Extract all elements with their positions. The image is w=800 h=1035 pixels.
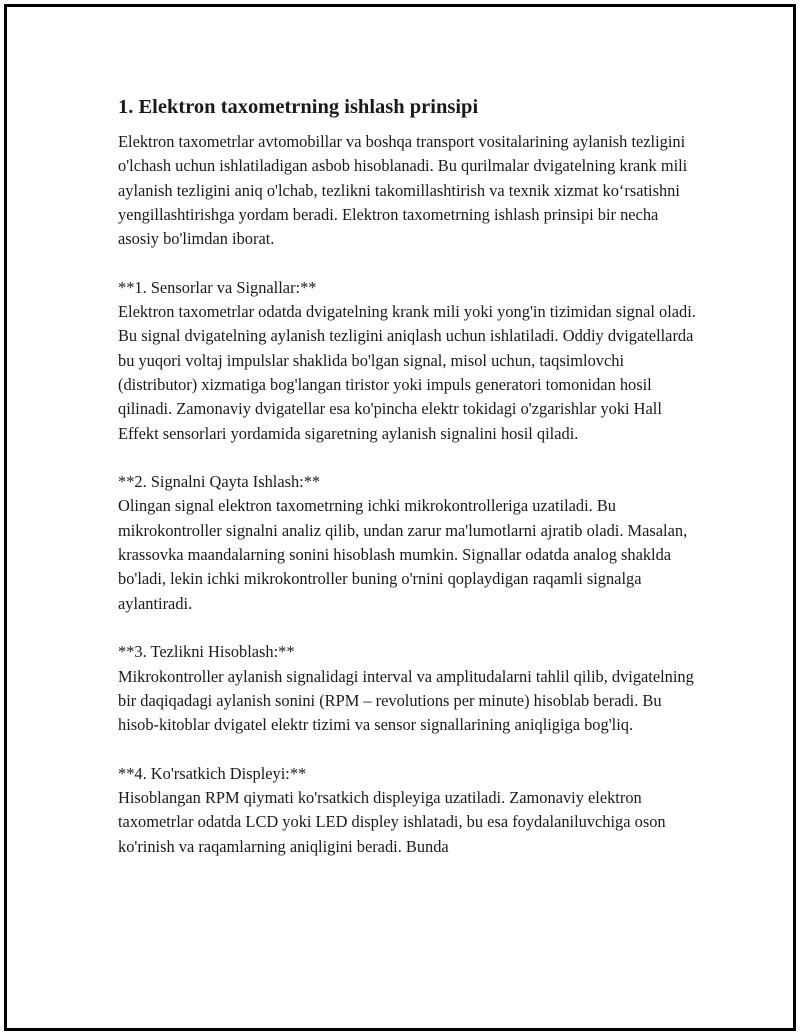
section-speed-calculation [118, 640, 698, 737]
section-body: Hisoblangan RPM qiymati ko'rsatkich displeyiga uzatiladi. Zamonaviy elektron taxometrlar odatda LCD yoki LED displey ishlatadi, bu esa foydalaniluvchiga oson ko'rinish va raqamlarning aniqligini beradi. Bunda [118, 788, 666, 856]
section-body: Mikrokontroller aylanish signalidagi interval va amplitudalarni tahlil qilib, dvigatelning bir daqiqadagi aylanish sonini (RPM – revolutions per minute) hisoblab beradi. Bu hisob-kitoblar dvigatel elektr tizimi va sensor signallarining aniqligiga bog'liq. [118, 666, 694, 735]
section-sensors [118, 276, 698, 446]
section-heading: **1. Sensorlar va Signallar:** [118, 277, 317, 297]
section-body: Olingan signal elektron taxometrning ichki mikrokontrolleriga uzatiladi. Bu mikrokontroller signalni analiz qilib, undan zarur ma'lumotlarni ajratib oladi. Masalan, krassovka maandalarning sonini hisoblash mumkin. Signallar odatda analog shaklda bo'ladi, lekin ichki mikrokontroller buning o'rnini qoplaydigan raqamli signalga aylantiradi. [118, 496, 688, 613]
document-title: 1. Elektron taxometrning ishlash prinsipi [118, 96, 479, 118]
document-body [118, 94, 698, 883]
section-display [118, 762, 698, 859]
section-body: Elektron taxometrlar odatda dvigatelning krank mili yoki yong'in tizimidan signal oladi. Bu signal dvigatelning aylanish tezligini aniqlash uchun ishlatiladi. Oddiy dvigatellarda bu yuqori voltaj impulslar shaklida bo'lgan signal, misol uchun, taqsimlovchi (distributor) xizmatiga bog'langan tiristor yoki impuls generatori tomonidan hosil qilinadi. Zamonaviy dvigatellar esa ko'pincha elektr tokidagi o'zgarishlar yoki Hall Effekt sensorlari yordamida sigaretning aylanish signalini hosil qiladi. [118, 302, 696, 443]
intro-paragraph: Elektron taxometrlar avtomobillar va boshqa transport vositalarining aylanish tezligini o'lchash uchun ishlatiladigan asbob hisoblanadi. Bu qurilmalar dvigatelning krank mili aylanish tezligini aniq o'lchab, tezlikni takomillashtirish va texnik xizmat koʻrsatishni yengillashtirishga yordam beradi. Elektron taxometrning ishlash prinsipi bir necha asosiy bo'limdan iborat. [118, 132, 688, 249]
intro-paragraph-block [118, 130, 698, 251]
section-heading: **2. Signalni Qayta Ishlash:** [118, 472, 321, 492]
section-heading: **4. Ko'rsatkich Displeyi:** [118, 763, 307, 783]
section-heading: **3. Tezlikni Hisoblash:** [118, 642, 295, 662]
section-signal-processing [118, 470, 698, 616]
